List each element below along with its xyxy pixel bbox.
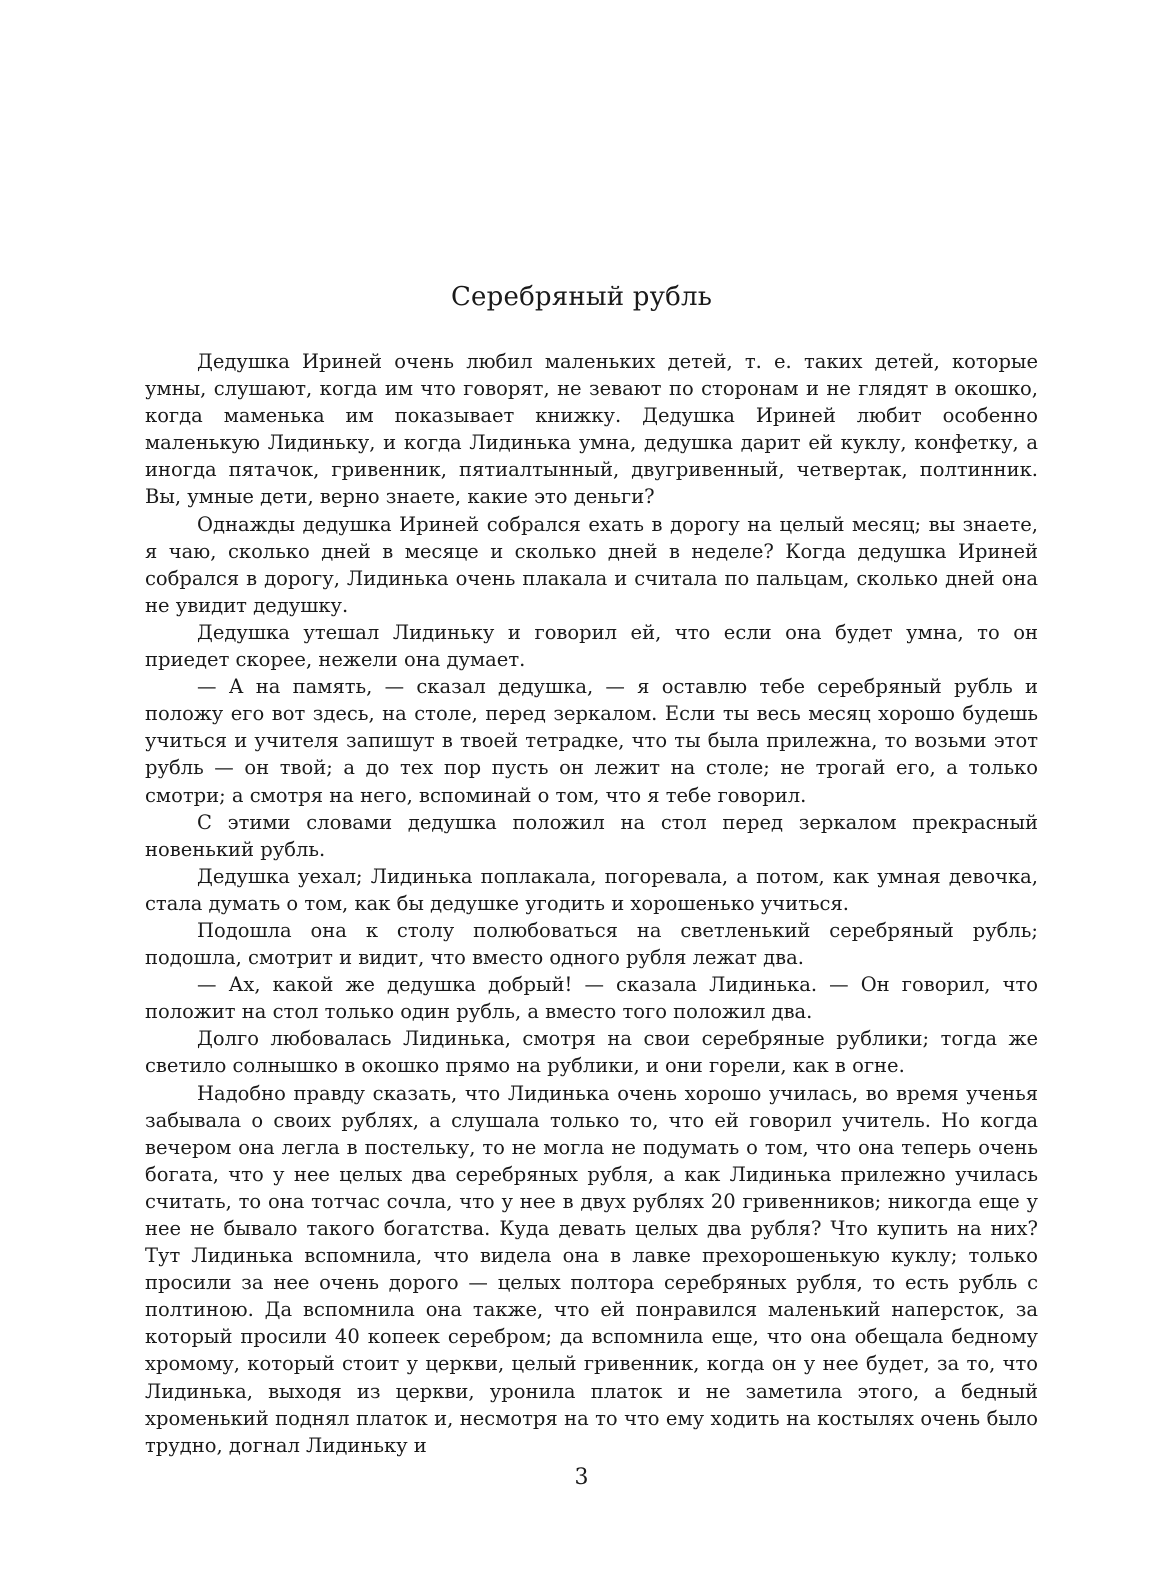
paragraph: — А на память, — сказал дедушка, — я оставлю тебе серебряный рубль и положу его вот здесь, на столе, перед зеркалом. Если ты весь месяц хорошо будешь учиться и учителя запишут в твоей тетрадке, что ты была прилежна, то возьми этот рубль — он твой; а до тех пор пусть он лежит на столе; не трогай его, а только смотри; а смотря на него, вспоминай о том, что я тебе говорил. bbox=[145, 675, 1038, 807]
page-number: 3 bbox=[574, 1465, 589, 1490]
paragraph: Дедушка уехал; Лидинька поплакала, погоревала, а потом, как умная девочка, стала думать о том, как бы дедушке угодить и хорошенько учиться. bbox=[145, 864, 1038, 915]
paragraph: Подошла она к столу полюбоваться на светленький серебряный рубль; подошла, смотрит и видит, что вместо одного рубля лежат два. bbox=[145, 918, 1038, 970]
paragraph: Однажды дедушка Ириней собрался ехать в дорогу на целый месяц; вы знаете, я чаю, сколько дней в месяце и сколько дней в неделе? Когда дедушка Ириней собрался в дорогу, Лидинька очень плакала и считала по пальцам, сколько дней она не увидит дедушку. bbox=[145, 512, 1038, 617]
body-text bbox=[145, 348, 1038, 1459]
paragraph: С этими словами дедушка положил на стол перед зеркалом прекрасный новенький рубль. bbox=[145, 810, 1038, 861]
paragraph: — Ах, какой же дедушка добрый! — сказала Лидинька. — Он говорил, что положит на стол только один рубль, а вместо того положил два. bbox=[145, 973, 1038, 1024]
chapter-title: Серебряный рубль bbox=[450, 282, 713, 312]
paragraph: Дедушка Ириней очень любил маленьких детей, т. е. таких детей, которые умны, слушают, когда им что говорят, не зевают по сторонам и не глядят в окошко, когда маменька им показывает книжку. Дедушка Ириней любит особенно маленькую Лидиньку, и когда Лидинька умна, дедушка дарит ей куклу, конфетку, а иногда пятачок, гривенник, пятиалтынный, двугривенный, четвертак, полтинник. Вы, умные дети, верно знаете, какие это деньги? bbox=[145, 350, 1038, 509]
paragraph: Дедушка утешал Лидиньку и говорил ей, что если она будет умна, то он приедет скорее, нежели она думает. bbox=[145, 620, 1038, 672]
paragraph: Надобно правду сказать, что Лидинька очень хорошо училась, во время ученья забывала о своих рублях, а слушала только то, что ей говорил учитель. Но когда вечером она легла в постельку, то не могла не подумать о том, что она теперь очень богата, что у нее целых два серебряных рубля, а как Лидинька прилежно училась считать, то она тотчас сочла, что у нее в двух рублях 20 гривенников; никогда еще у нее не бывало такого богатства. Куда девать целых два рубля? Что купить на них? Тут Лидинька вспомнила, что видела она в лавке прехорошенькую куклу; только просили за нее очень дорого — целых полтора серебряных рубля, то есть рубль с полтиною. Да вспомнила она также, что ей понравился маленький наперсток, за который просили 40 копеек серебром; да вспомнила еще, что она обещала бедному хромому, который стоит у церкви, целый гривенник, когда он у нее будет, за то, что Лидинька, выходя из церкви, уронила платок и не заметила этого, а бедный хроменький поднял платок и, несмотря на то что ему ходить на костылях очень было трудно, догнал Лидиньку и bbox=[145, 1081, 1038, 1457]
paragraph: Долго любовалась Лидинька, смотря на свои серебряные рублики; тогда же светило солнышко в окошко прямо на рублики, и они горели, как в огне. bbox=[145, 1027, 1038, 1078]
